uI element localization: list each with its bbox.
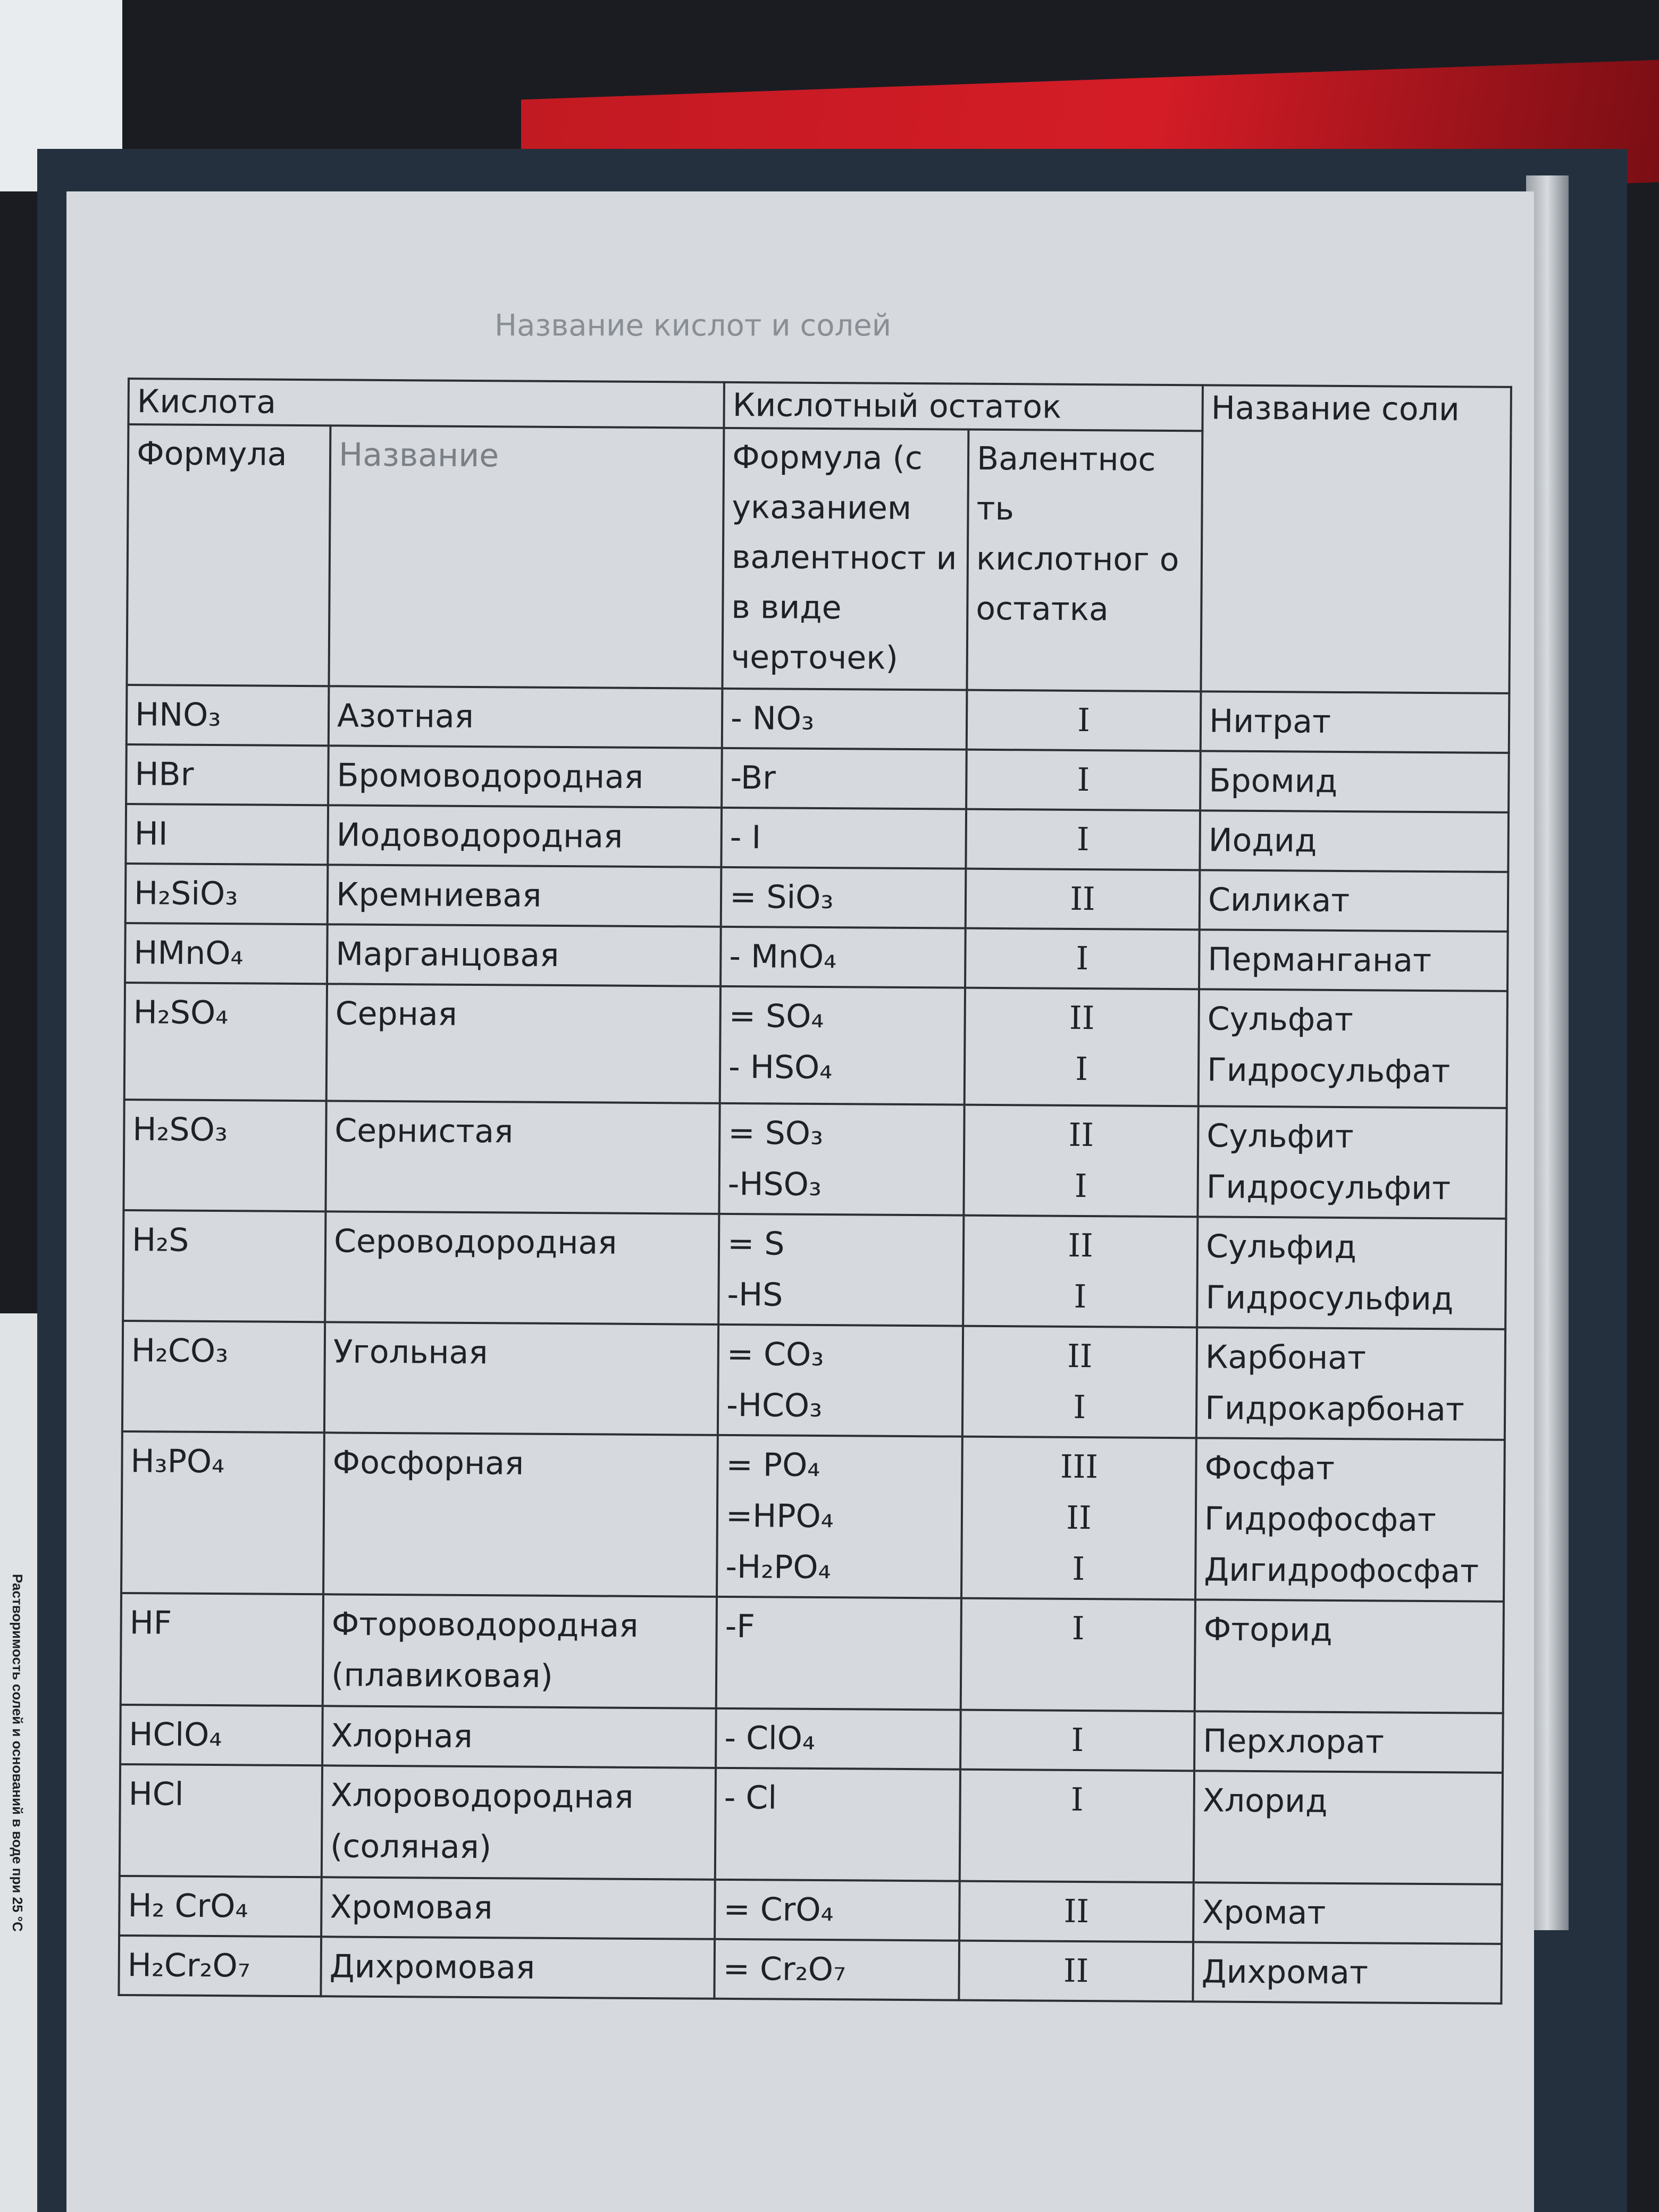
acid-formula: HMnO₄ (133, 934, 244, 973)
salt-name: Сульфид (1205, 1228, 1357, 1267)
salt-name: Гидросульфит (1206, 1168, 1451, 1208)
salt-name-cell (1201, 691, 1510, 753)
salt-name: Сульфат (1207, 1000, 1354, 1039)
header-formula: Формула (127, 424, 330, 686)
header-salt-name: Название соли (1201, 385, 1511, 693)
residue-formula: = SO₄ (728, 997, 824, 1036)
acid-formula-cell (123, 1100, 326, 1211)
acid-name: Иодоводородная (336, 816, 623, 856)
residue-valence-cell (960, 1710, 1195, 1771)
table-row (122, 1321, 1505, 1440)
residue-formula-cell (720, 927, 966, 988)
acid-name: Бромоводородная (337, 757, 644, 796)
residue-valence: I (1070, 1781, 1084, 1819)
acid-name: Марганцовая (336, 935, 559, 974)
residue-valence: I (1073, 1388, 1086, 1427)
salt-name-cell (1195, 1438, 1505, 1602)
residue-valence: II (1063, 1892, 1090, 1931)
residue-formula-cell (718, 1214, 963, 1326)
residue-formula: -H₂PO₄ (725, 1548, 831, 1587)
salt-name: Карбонат (1205, 1338, 1367, 1377)
acid-formula: H₂CO₃ (131, 1332, 229, 1370)
residue-valence: II (1068, 1116, 1094, 1154)
salt-name-cell (1199, 929, 1508, 991)
acid-formula-cell (126, 744, 329, 805)
acid-name-cell (328, 805, 722, 867)
salt-name: Нитрат (1209, 702, 1331, 741)
acid-name: Хромовая (330, 1888, 493, 1927)
residue-valence-cell (963, 1105, 1198, 1217)
acid-name: Угольная (333, 1333, 488, 1372)
salt-name-cell (1195, 1599, 1504, 1713)
header-residue: Кислотный остаток (724, 382, 1203, 431)
salt-name-cell (1196, 1327, 1505, 1440)
salt-name: Бромид (1209, 762, 1338, 800)
acid-formula-cell (121, 1593, 323, 1706)
residue-valence: I (1072, 1550, 1085, 1588)
residue-valence: I (1074, 1278, 1087, 1316)
residue-valence: I (1076, 820, 1090, 859)
acid-name: Сернистая (334, 1112, 514, 1151)
residue-valence-cell (966, 869, 1200, 930)
acid-formula: HCl (128, 1775, 184, 1813)
acid-formula: H₂S (131, 1221, 189, 1259)
residue-valence-cell (961, 1598, 1195, 1712)
residue-valence: I (1077, 701, 1091, 740)
residue-valence: II (1066, 1499, 1092, 1537)
salt-name-cell (1200, 810, 1509, 872)
residue-formula-cell (719, 1103, 964, 1216)
table-row (121, 1431, 1505, 1602)
salt-name: Дигидрофосфат (1204, 1551, 1479, 1590)
acid-formula-cell (127, 685, 329, 745)
residue-formula-cell (721, 867, 966, 928)
salt-name: Сульфит (1206, 1117, 1354, 1156)
residue-formula: = SO₃ (728, 1114, 824, 1153)
header-acid: Кислота (128, 379, 724, 428)
residue-formula-cell (716, 1708, 961, 1770)
acid-name-cell (321, 1877, 715, 1939)
acid-formula-cell (124, 983, 327, 1101)
salt-name: Гидросульфид (1205, 1279, 1454, 1318)
residue-formula: = S (727, 1225, 785, 1263)
acid-name: Азотная (337, 697, 474, 735)
acid-formula-cell (125, 864, 328, 924)
residue-valence-cell (967, 690, 1201, 751)
residue-formula: - Cl (724, 1779, 777, 1817)
salt-name: Перхлорат (1203, 1722, 1385, 1761)
residue-valence: I (1071, 1721, 1084, 1759)
acid-name-cell (326, 984, 720, 1103)
table-row (121, 1593, 1504, 1713)
residue-valence-cell (960, 1770, 1194, 1883)
residue-formula: = SiO₃ (729, 878, 834, 917)
residue-formula: - NO₃ (730, 699, 815, 738)
header-residue-formula: Формула (с указанием валентност и в виде черточек) (722, 428, 968, 690)
acid-name-cell (322, 1765, 716, 1880)
acid-name-cell (321, 1937, 715, 1999)
residue-formula: =HPO₄ (725, 1497, 834, 1536)
table-row (120, 1764, 1503, 1884)
residue-valence-cell (963, 1216, 1197, 1328)
acid-formula: H₂SO₃ (132, 1111, 228, 1149)
acid-formula-cell (122, 1321, 325, 1432)
acid-name-cell (327, 924, 721, 986)
table-row (125, 864, 1509, 932)
salt-name-cell (1199, 989, 1507, 1108)
acid-formula: H₂SO₄ (133, 994, 229, 1032)
acid-name: Фтороводородная (плавиковая) (331, 1605, 639, 1695)
acid-formula: HClO₄ (129, 1716, 222, 1754)
acid-formula: H₂Cr₂O₇ (127, 1947, 251, 1985)
acid-name-cell (325, 1211, 719, 1325)
salt-name-cell (1200, 751, 1509, 812)
residue-valence: I (1074, 1167, 1087, 1205)
salt-name-cell (1193, 1882, 1502, 1944)
residue-valence-cell (959, 1941, 1193, 2002)
salt-name: Фосфат (1204, 1449, 1335, 1487)
residue-valence-cell (961, 1437, 1196, 1600)
residue-formula: -F (725, 1607, 756, 1646)
acid-name-cell (325, 1101, 719, 1214)
table-row (123, 1210, 1506, 1329)
residue-valence-cell (965, 988, 1199, 1107)
acid-formula: H₂ CrO₄ (128, 1887, 248, 1925)
acid-formula: H₂SiO₃ (133, 875, 238, 913)
residue-formula-cell (717, 1435, 962, 1598)
residue-formula: - ClO₄ (724, 1719, 816, 1757)
salt-name-cell (1197, 1217, 1506, 1329)
table-row (126, 744, 1509, 812)
residue-valence: II (1063, 1952, 1089, 1990)
acid-formula: HF (129, 1604, 172, 1642)
residue-valence-cell (966, 809, 1200, 870)
table-row (124, 983, 1507, 1108)
residue-formula-cell (721, 808, 966, 869)
residue-valence: II (1067, 1337, 1093, 1376)
residue-formula-cell (715, 1768, 960, 1881)
acid-name-cell (322, 1706, 716, 1768)
acid-formula-cell (125, 804, 328, 865)
acid-name: Сероводородная (333, 1222, 617, 1262)
residue-formula: -HSO₃ (727, 1165, 822, 1203)
acid-name: Серная (335, 995, 457, 1033)
residue-formula: -Br (730, 759, 776, 797)
salt-name-cell (1197, 1106, 1506, 1219)
acid-formula-cell (119, 1876, 322, 1937)
header-name: Название (329, 425, 724, 689)
residue-formula-cell (715, 1880, 960, 1941)
table-row (125, 923, 1508, 991)
acid-formula: H₃PO₄ (130, 1443, 225, 1481)
salt-name: Перманганат (1208, 941, 1432, 979)
table-row (125, 804, 1509, 872)
table-row (120, 1705, 1503, 1773)
salt-name: Гидросульфат (1206, 1051, 1451, 1091)
residue-valence: I (1077, 761, 1090, 799)
residue-valence-cell (965, 928, 1200, 990)
residue-formula: = CO₃ (726, 1335, 824, 1374)
salt-name: Хлорид (1202, 1782, 1328, 1820)
salt-name-cell (1194, 1711, 1503, 1773)
salt-name: Фторид (1203, 1611, 1333, 1649)
document-title: Название кислот и солей (495, 308, 892, 343)
acid-formula-cell (121, 1431, 324, 1594)
residue-formula-cell (718, 1325, 963, 1437)
salt-name-cell (1200, 870, 1509, 932)
acid-name-cell (329, 686, 723, 748)
table-row (119, 1876, 1502, 1944)
residue-valence: I (1075, 1050, 1088, 1088)
acid-name-cell (323, 1594, 717, 1708)
salt-name-cell (1194, 1771, 1503, 1884)
residue-formula: = CrO₄ (723, 1890, 834, 1929)
residue-valence: III (1060, 1448, 1099, 1486)
residue-valence-cell (959, 1881, 1194, 1942)
salt-name-cell (1193, 1942, 1502, 2004)
residue-formula: - I (730, 818, 761, 857)
acid-name: Кремниевая (336, 876, 542, 915)
acid-formula: HNO₃ (135, 696, 221, 734)
residue-valence: II (1070, 880, 1095, 918)
residue-valence: I (1076, 940, 1089, 978)
table-row (119, 1936, 1502, 2004)
residue-valence: I (1071, 1610, 1085, 1648)
acid-formula-cell (123, 1210, 325, 1322)
acid-formula-cell (120, 1705, 323, 1765)
acid-name-cell (324, 1322, 718, 1435)
salt-name: Дихромат (1201, 1953, 1369, 1992)
acid-name: Дихромовая (329, 1948, 535, 1987)
residue-formula: = PO₄ (726, 1446, 820, 1484)
acid-name-cell (328, 745, 722, 808)
salt-name: Иодид (1208, 822, 1317, 860)
table-row (127, 685, 1510, 753)
acid-name-cell (328, 865, 722, 927)
residue-formula-cell (714, 1939, 959, 2000)
acid-formula: HBr (135, 756, 194, 793)
residue-formula: = Cr₂O₇ (723, 1950, 847, 1989)
residue-formula: - MnO₄ (729, 937, 837, 976)
acid-name: Фосфорная (332, 1444, 524, 1482)
acid-formula-cell (120, 1764, 322, 1877)
acid-formula-cell (125, 923, 328, 984)
acid-formula-cell (119, 1936, 321, 1996)
salt-name: Гидрокарбонат (1205, 1389, 1465, 1429)
residue-valence: II (1068, 1227, 1093, 1265)
acid-name-cell (323, 1432, 718, 1597)
acid-name: Хлорная (331, 1717, 473, 1756)
residue-formula-cell (716, 1597, 961, 1710)
residue-valence: II (1069, 999, 1095, 1037)
salt-name: Хромат (1202, 1893, 1326, 1932)
residue-formula: -HCO₃ (726, 1386, 823, 1425)
acids-salts-table (118, 378, 1512, 2005)
salt-name: Гидрофосфат (1204, 1500, 1437, 1539)
residue-formula: -HS (727, 1276, 783, 1314)
residue-formula-cell (722, 689, 967, 750)
residue-formula-cell (722, 748, 967, 809)
residue-valence-cell (962, 1326, 1197, 1438)
salt-name: Силикат (1208, 881, 1350, 920)
acid-name: Хлороводородная (соляная) (330, 1777, 634, 1866)
side-note: Растворимость солей и оснований в воде при 25 °С (10, 1574, 26, 1932)
acid-formula: HI (134, 815, 168, 853)
residue-formula-cell (720, 986, 965, 1105)
header-residue-valence: Валентнос ть кислотног о остатка (967, 430, 1202, 692)
residue-formula: - HSO₄ (728, 1048, 833, 1087)
table-row (123, 1100, 1506, 1219)
residue-valence-cell (966, 750, 1201, 811)
